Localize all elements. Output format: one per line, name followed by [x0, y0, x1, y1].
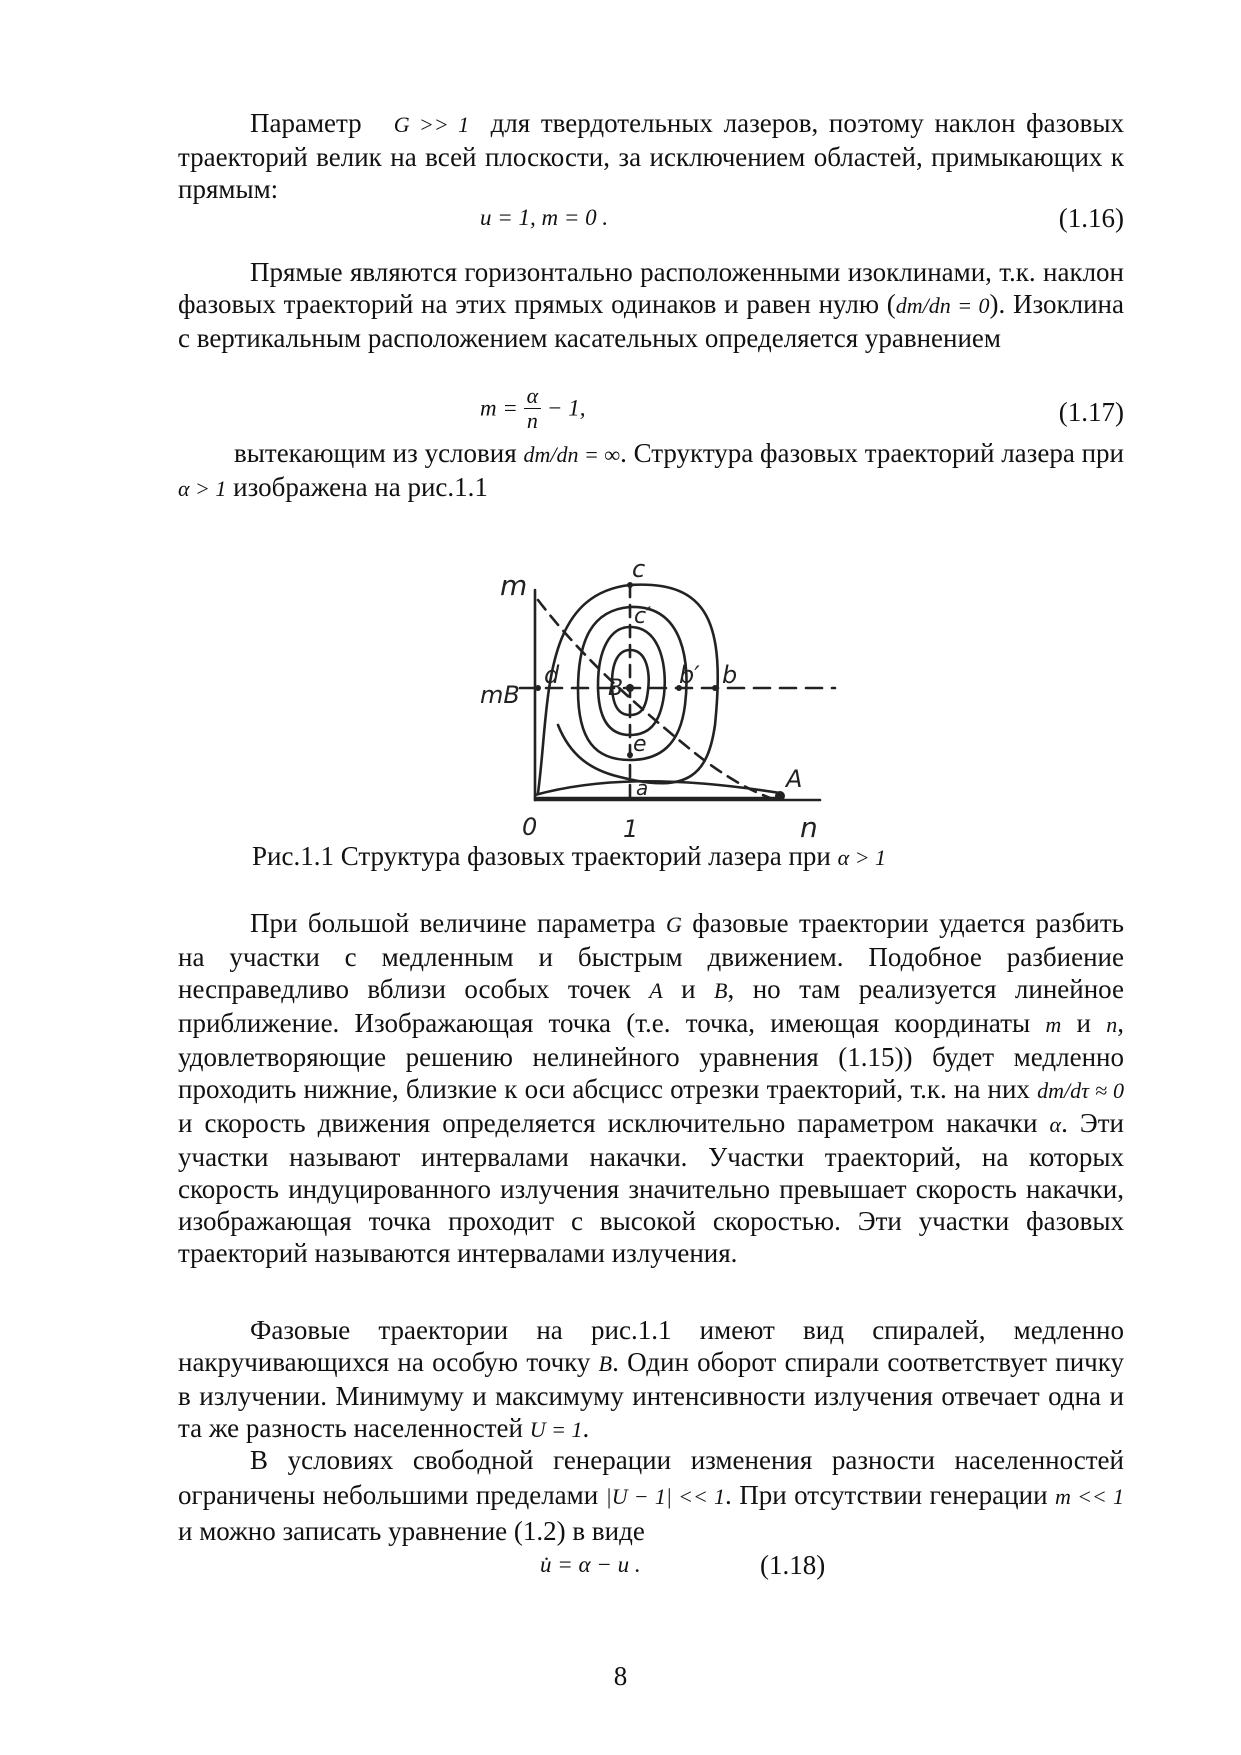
eq-rhs: − 1, [546, 395, 586, 421]
label-e: e [633, 732, 647, 757]
math-inline: G >> 1 [393, 112, 470, 137]
caption-text: Рис.1.1 Структура фазовых траекторий лазера при [252, 841, 838, 871]
equation-number: (1.18) [760, 1550, 826, 1580]
math-inline: |U − 1| << 1 [605, 1484, 726, 1509]
text: Прямые являются горизонтально расположенными изоклинами, т.к. наклон фазовых траекторий на этих прямых одинаков и равен нулю ( [178, 257, 1124, 319]
label-mB: mB [480, 681, 520, 709]
label-c-prime: c′ [634, 604, 652, 629]
math-inline: dm/dτ ≈ 0 [1037, 1078, 1124, 1103]
text: изображена на рис.1.1 [226, 472, 488, 502]
figure-phase-trajectories [480, 555, 900, 845]
text: При большой величине параметра [250, 908, 666, 938]
text: и [1061, 1008, 1107, 1038]
equation-body: u̇ = α − u . [540, 1552, 641, 1577]
math-inline: n [1106, 1012, 1118, 1037]
text: и скорость движения определяется исключительно параметром накачки [178, 1108, 1050, 1138]
paragraph-3 [178, 437, 1124, 505]
point-d [535, 685, 541, 691]
label-c: c [632, 555, 646, 583]
fraction-denominator: n [526, 408, 538, 433]
text: , удовлетворяющие решению нелинейного уравнения (1.15)) будет медленно проходить нижние, близкие к оси абсцисс отрезки траекторий, т.к. на них [178, 1008, 1125, 1104]
text: фазовые траектории удается разбить на участки с медленным и быстрым движением. Подобное разбиение несправедливо вблизи особых точек [178, 908, 1124, 1004]
equation-number: (1.16) [1058, 203, 1124, 233]
label-b: b [722, 661, 738, 689]
math-inline: dm/dn = 0 [895, 293, 990, 318]
text: и [662, 974, 715, 1004]
equation-1-16 [178, 198, 1124, 238]
math-inline: dm/dn = ∞ [523, 442, 621, 467]
text: , но там реализуется линейное приближение. Изображающая точка (т.е. точка, имеющая координаты [178, 974, 1124, 1038]
paragraph-4 [178, 907, 1124, 1269]
math-inline: α [1049, 1112, 1062, 1137]
text: . При отсутствии генерации [725, 1480, 1055, 1510]
math-inline: α > 1 [178, 476, 227, 501]
equation-1-17 [178, 384, 1124, 444]
label-A: A [786, 765, 803, 793]
fraction-numerator: α [524, 384, 542, 409]
paragraph-6 [178, 1443, 1124, 1549]
equation-body [480, 384, 585, 433]
fraction [524, 384, 542, 433]
figure-caption [252, 840, 886, 874]
paragraph-1 [178, 107, 1124, 205]
text: . Один оборот спирали соответствует пичку в излучении. Минимуму и максимуму интенсивности излучения отвечает одна и та же разность населенностей [178, 1347, 1124, 1443]
math-inline: B [598, 1351, 613, 1376]
text: В условиях свободной генерации изменения разности населенностей ограничены небольшими пределами [178, 1445, 1124, 1510]
label-b-prime: b′ [679, 661, 700, 689]
text: для твердотельных лазеров, поэтому наклон фазовых траекторий велик на всей плоскости, за исключением областей, примыкающих к прямым: [178, 108, 1125, 204]
math-inline: α > 1 [837, 845, 887, 870]
label-a: a [636, 776, 649, 800]
label-m: m [500, 569, 528, 602]
point-b [712, 685, 718, 691]
math-inline: m << 1 [1054, 1484, 1124, 1509]
equation-body: u = 1, m = 0 . [480, 205, 609, 230]
equation-1-18 [178, 1545, 1124, 1585]
label-n: n [800, 811, 818, 844]
math-inline: U = 1 [529, 1417, 583, 1442]
isocline-curve [538, 600, 770, 798]
page-number: 8 [613, 1661, 628, 1691]
label-B: B [608, 676, 624, 701]
label-one: 1 [623, 815, 639, 843]
text: . [582, 1413, 590, 1443]
text: Фазовые траектории на рис.1.1 имеют вид спиралей, медленно накручивающихся на особую точку [178, 1315, 1124, 1377]
text: вытекающим из условия [234, 438, 524, 468]
text: ). Изоклина с вертикальным расположением касательных определяется уравнением [178, 289, 1124, 353]
label-o: 0 [522, 813, 538, 841]
label-d: d [544, 661, 560, 689]
point-A [775, 791, 785, 801]
paragraph-2 [178, 256, 1124, 354]
text: . Структура фазовых траекторий лазера при [620, 438, 1124, 468]
eq-lhs: m = [480, 395, 518, 421]
text: и можно записать уравнение (1.2) в виде [178, 1516, 645, 1546]
figure-diagram [480, 555, 900, 845]
text: . Эти участки называют интервалами накачки. Участки траекторий, на которых скорость индуцированного излучения значительно превышает скорость накачки, изображающая точка проходит с высокой скоростью. Эти участки фазовых траекторий называются интервалами излучения. [178, 1108, 1124, 1268]
math-inline: B [714, 978, 728, 1003]
paragraph-5 [178, 1314, 1124, 1446]
point-B [626, 684, 634, 692]
equation-number: (1.17) [1058, 397, 1124, 427]
math-inline: A [649, 978, 663, 1003]
math-inline: m [1045, 1012, 1062, 1037]
text: Параметр [250, 108, 362, 138]
math-inline: G [665, 912, 682, 937]
